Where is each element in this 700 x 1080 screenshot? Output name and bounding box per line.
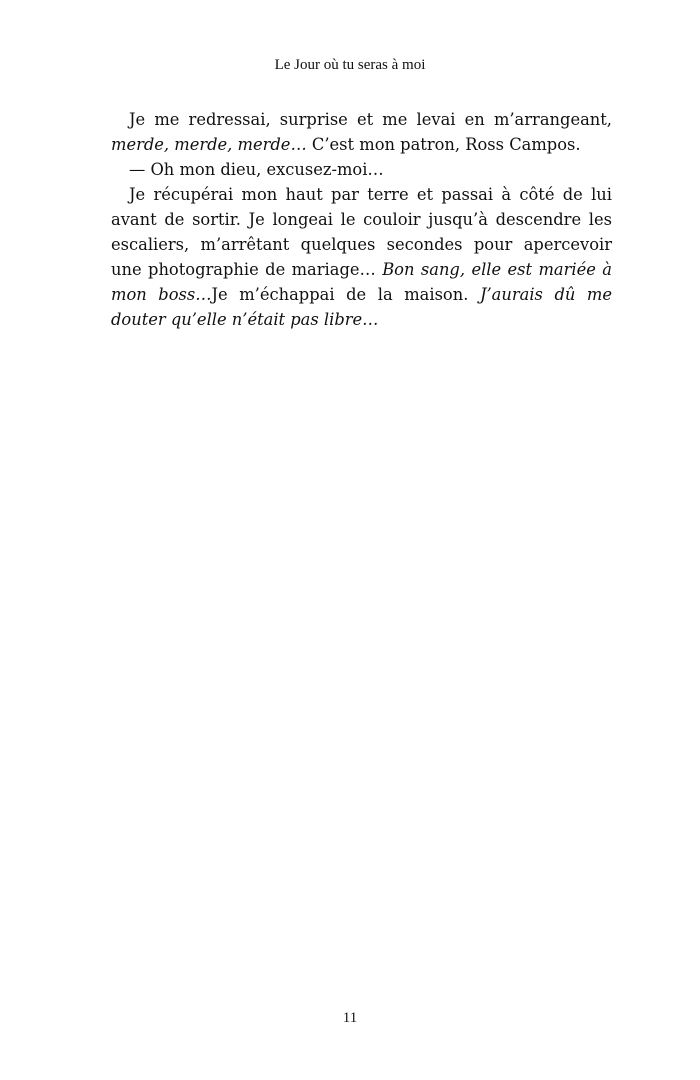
italic-segment: merde, merde, merde… xyxy=(111,135,307,154)
paragraph-3 xyxy=(111,182,612,332)
text-segment: C’est mon patron, Ross Campos. xyxy=(306,135,581,154)
text-segment: Je m’échappai de la maison. xyxy=(211,285,480,304)
body-text xyxy=(111,107,612,332)
page-number: 11 xyxy=(342,1010,358,1026)
italic-segment: Bon sang, elle est mariée à mon boss… xyxy=(111,260,613,304)
text-segment: — Oh mon dieu, excusez-moi… xyxy=(129,160,384,179)
text-segment: Je me redressai, surprise et me levai en m’arrangeant, xyxy=(129,110,612,129)
italic-segment: J’aurais dû me douter qu’elle n’était pas libre… xyxy=(111,285,613,329)
paragraph-1 xyxy=(111,107,612,157)
text-segment: Je récupérai mon haut par terre et passai à côté de lui avant de sortir. Je longeai le couloir jusqu’à descendre les escaliers, m’arrêtant quelques secondes pour apercevoir une photographie de mariage… xyxy=(111,185,612,279)
paragraph-2-dialogue xyxy=(111,157,612,182)
running-header-title: Le Jour où tu seras à moi xyxy=(274,57,426,73)
